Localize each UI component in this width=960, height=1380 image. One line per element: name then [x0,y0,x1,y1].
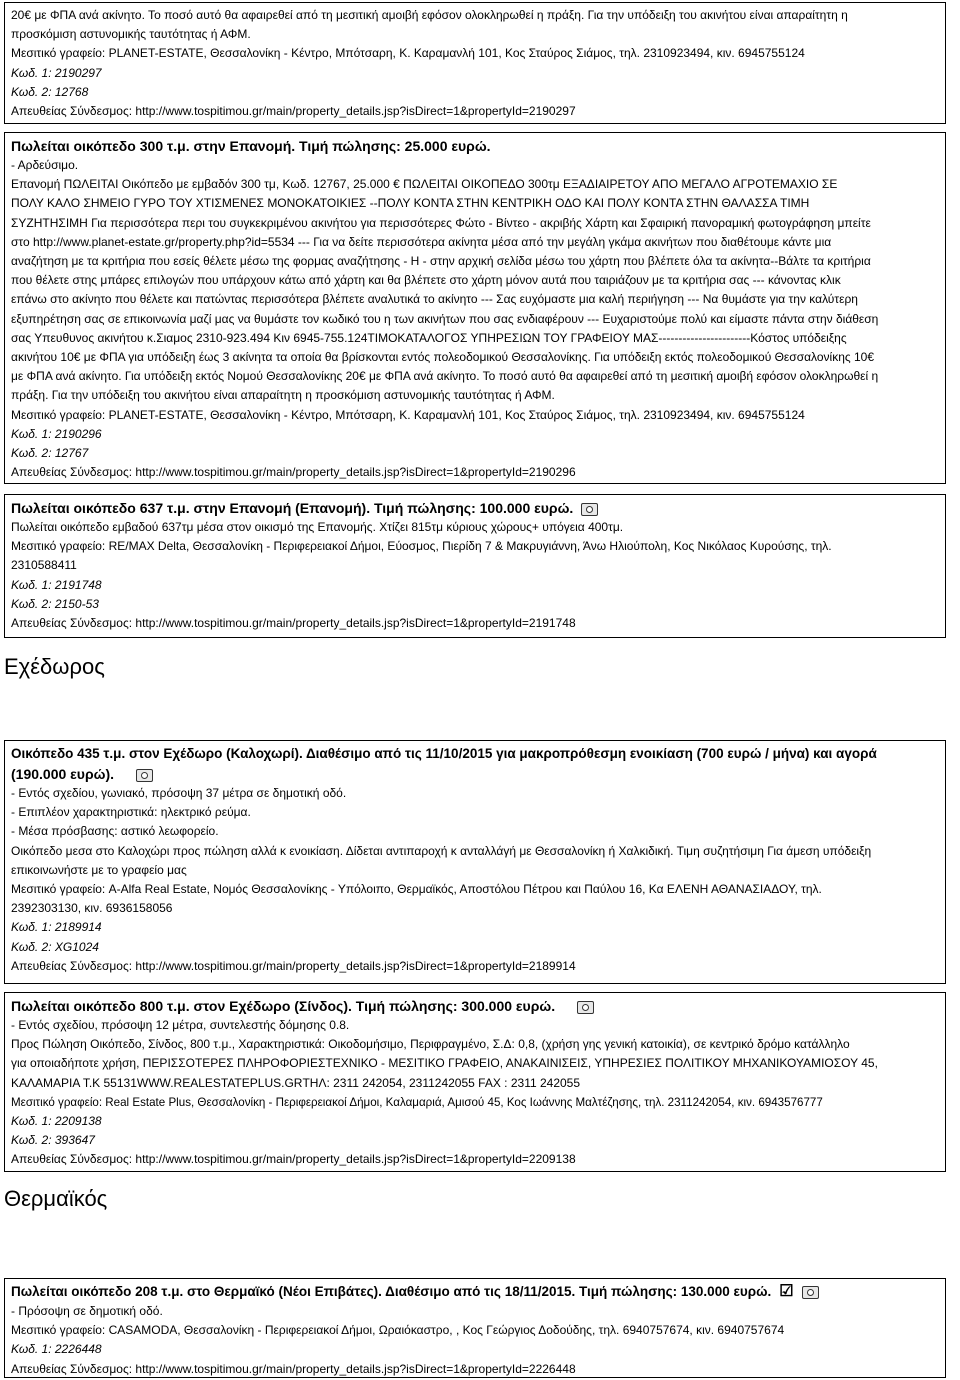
code-2: Κωδ. 2: 12768 [11,84,89,99]
direct-link[interactable]: Απευθείας Σύνδεσμος: http://www.tospitimou.gr/main/property_details.jsp?isDirect=1&propertyId=2226448 [11,1361,576,1376]
code-2: Κωδ. 2: 12767 [11,446,89,461]
code-2: Κωδ. 2: XG1024 [11,939,99,954]
section-heading-exedoros: Εχέδωρος [4,654,105,679]
text-line: ακινήτου 10€ με ΦΠΑ για υπόδειξη έως 3 ακίνητα τα οποία θα βρίσκονται εντός πολεοδομικού Θεσσαλονίκης. Για υπόδειξη εκτός πολεοδομικού Θεσσαλονίκης 10€ [11,350,875,365]
listing-card [4,992,946,1172]
direct-link[interactable]: Απευθείας Σύνδεσμος: http://www.tospitimou.gr/main/property_details.jsp?isDirect=1&propertyId=2209138 [11,1152,576,1167]
listing-title[interactable] [11,1282,939,1302]
text-line: εξυπηρέτηση σας σε επικοινωνία μαζί μας να θυμάστε τον κωδικό του η των ακινήτων που σας ενδιαφέρουν --- Ευχαριστούμε πολύ και είμαστε πάντα στην διάθεση [11,311,879,326]
listing-title-text: Πωλείται οικόπεδο 800 τ.μ. στον Εχέδωρο (Σίνδος). Τιμή πώλησης: 300.000 ευρώ. [11,998,556,1014]
agency-line: Μεσιτικό γραφείο: RE/MAX Delta, Θεσσαλονίκη - Περιφερειακοί Δήμοι, Εύοσμος, Πιερίδη 7 & Μακρυγιάννη, Άνω Ηλιούπολη, Κος Νικόλαος Κυρούσης, τηλ. [11,539,832,554]
listing-title-text: Πωλείται οικόπεδο 208 τ.μ. στο Θερμαϊκό (Νέοι Επιβάτες). Διαθέσιμο από τις 18/11/2015. Τιμή πώλησης: 130.000 ευρώ. [11,1284,772,1299]
direct-link[interactable]: Απευθείας Σύνδεσμος: http://www.tospitimou.gr/main/property_details.jsp?isDirect=1&propertyId=2190297 [11,104,576,119]
listing-card [4,1278,946,1378]
direct-link[interactable]: Απευθείας Σύνδεσμος: http://www.tospitimou.gr/main/property_details.jsp?isDirect=1&propertyId=2191748 [11,616,576,631]
listing-title-text: Πωλείται οικόπεδο 637 τ.μ. στην Επανομή (Επανομή). Τιμή πώλησης: 100.000 ευρώ. [11,500,574,516]
text-line: ΚΑΛΑΜΑΡΙΑ Τ.Κ 55131WWW.REALESTATEPLUS.GRΤΗΛ: 2311 242054, 2311242055 FAX : 2311 242055 [11,1075,581,1090]
listing-title[interactable]: Πωλείται οικόπεδο 300 τ.μ. στην Επανομή. Τιμή πώλησης: 25.000 ευρώ. [11,138,491,154]
code-1: Κωδ. 1: 2226448 [11,1342,102,1357]
listing-card [4,494,946,638]
text-line: πράξη. Για την υπόδειξη του ακινήτου είναι απαραίτητη η προσκόμιση αστυνομικής ταυτότητας ή ΑΦΜ. [11,388,555,403]
agency-line: Μεσιτικό γραφείο: PLANET-ESTATE, Θεσσαλονίκη - Κέντρο, Μπότσαρη, Κ. Καραμανλή 101, Κος Σταύρος Σιάμος, τηλ. 2310923494, κιν. 6945755124 [11,407,805,422]
text-line: με ΦΠΑ ανά ακίνητο. Για υπόδειξη εκτός Νομού Θεσσαλονίκης 20€ με ΦΠΑ ανά ακίνητο. Το ποσό αυτό θα αφαιρεθεί από τη μεσιτική αμοιβή εφόσον ολοκληρωθεί η [11,369,879,384]
text-line: - Μέσα πρόσβασης: αστικό λεωφορείο. [11,824,219,839]
agency-line: Μεσιτικό γραφείο: Real Estate Plus, Θεσσαλονίκη - Περιφερειακοί Δήμοι, Καλαμαριά, Αμισού 45, Κος Ιωάννης Μαλτέζησης, τηλ. 2311242054, κιν. 6943576777 [11,1095,823,1109]
text-line: ΠΟΛΥ ΚΑΛΟ ΣΗΜΕΙΟ ΓΥΡΟ ΤΟΥ ΧΤΙΣΜΕΝΕΣ ΜΟΝΟΚΑΤΟΙΚΙΕΣ --ΠΟΛΥ ΚΟΝΤΑ ΣΤΗΝ ΚΕΝΤΡΙΚΗ ΟΔΟ ΚΑΙ ΠΟΛΥ ΚΟΝΤΑ ΣΤΗΝ ΘΑΛΑΣΣΑ ΤΙΜΗ [11,196,810,211]
code-1: Κωδ. 1: 2190296 [11,426,102,441]
text-line: Επανομή ΠΩΛΕΙΤΑΙ Οικόπεδο με εμβαδόν 300 τμ, Κωδ. 12767, 25.000 € ΠΩΛΕΙΤΑΙ ΟΙΚΟΠΕΔΟ 300τμ ΕΞΑΔΙΑΙΡΕΤΟΥ ΑΠΟ ΜΕΓΑΛΟ ΑΓΡΟΤΕΜΑΧΙΟ ΣΕ [11,177,838,192]
text-line: 2310588411 [11,558,77,573]
checkmark-icon: ☑ [779,1283,794,1301]
code-1: Κωδ. 1: 2190297 [11,65,102,80]
text-line: - Εντός σχεδίου, γωνιακό, πρόσοψη 37 μέτρα σε δημοτική οδό. [11,786,347,800]
listing-title[interactable] [11,996,939,1016]
agency-line: Μεσιτικό γραφείο: PLANET-ESTATE, Θεσσαλονίκη - Κέντρο, Μπότσαρη, Κ. Καραμανλή 101, Κος Σταύρος Σιάμος, τηλ. 2310923494, κιν. 6945755124 [11,46,805,61]
text-line: σας Υπευθυνος ακινήτου κ.Σιαμος 2310-923.494 Κιν 6945-755.124ΤΙΜΟΚΑΤΑΛΟΓΟΣ ΥΠΗΡΕΣΙΩΝ ΤΟΥ ΓΡΑΦΕΙΟΥ ΜΑΣ-----------------------Κόστος υπόδειξης [11,330,847,345]
code-1: Κωδ. 1: 2191748 [11,577,102,592]
direct-link[interactable]: Απευθείας Σύνδεσμος: http://www.tospitimou.gr/main/property_details.jsp?isDirect=1&propertyId=2189914 [11,958,576,973]
text-line: - Πρόσοψη σε δημοτική οδό. [11,1304,163,1318]
text-line: 2392303130, κιν. 6936158056 [11,901,173,916]
camera-icon[interactable] [136,769,153,782]
camera-icon[interactable] [802,1286,819,1299]
listing-title[interactable] [11,498,939,518]
listing-title-text: (190.000 ευρώ). [11,766,114,782]
text-line: αναζήτηση με τα κριτήρια που εσείς θέλετε μέσω της φορμας αναζήτησης - Η - στην αρχική σελίδα μέσω του χάρτη που βλέπετε όλα τα ακίνητα--Βάλτε τα κριτήρια [11,254,871,269]
text-line: - Εντός σχεδίου, πρόσοψη 12 μέτρα, συντελεστής δόμησης 0.8. [11,1018,350,1032]
listing-title[interactable] [11,764,939,784]
section-heading-thermaikos: Θερμαϊκός [4,1186,108,1211]
text-line: - Επιπλέον χαρακτηριστικά: ηλεκτρικό ρεύμα. [11,805,251,820]
camera-icon[interactable] [581,503,598,516]
code-1: Κωδ. 1: 2209138 [11,1114,102,1129]
text-line: Οικόπεδο μεσα στο Καλοχώρι προς πώληση αλλά κ ενοικίαση. Δίδεται αντιπαροχή κ ανταλλάγή με Θεσσαλονίκη ή Χαλκιδική. Τιμη συζητήσιμη Για άμεση υπόδειξη [11,843,872,858]
text-line: που θέλετε στης μπάρες επιλογών που υπάρχουν κάτω από χάρτη και θα βλέπετε στο χάρτη μόνον αυτά που ταιριάζουν με τα κριτήρια σας --- κάνοντας κλικ [11,273,841,288]
text-line: για οποιαδήποτε χρήση, ΠΕΡΙΣΣΟΤΕΡΕΣ ΠΛΗΡΟΦΟΡΙΕΣΤΕΧΝΙΚΟ - ΜΕΣΙΤΙΚΟ ΓΡΑΦΕΙΟ, ΑΝΑΚΑΙΝΙΣΕΙΣ, ΥΠΗΡΕΣΙΕΣ ΠΟΛΙΤΙΚΟΥ ΜΗΧΑΝΙΚΟΥΑΜΙΟΣΟΥ 45, [11,1056,878,1071]
text-line: Προς Πώληση Οικόπεδο, Σίνδος, 800 τ.μ., Χαρακτηριστικά: Οικοδομήσιμο, Περιφραγμένο, Σ.Δ: 0,8, (χρήση γης γενική κατοικία), σε κεντρικό δρόμο κατάλληλο [11,1037,850,1052]
code-2: Κωδ. 2: 393647 [11,1133,95,1148]
agency-line: Μεσιτικό γραφείο: CASAMODA, Θεσσαλονίκη - Περιφερειακοί Δήμοι, Ωραιόκαστρο, , Κος Γεώργιος Δοδούδης, τηλ. 6940757674, κιν. 6940757674 [11,1323,785,1338]
text-line: ΣΥΖΗΤΗΣΙΜΗ Για περισσότερα περι του συγκεκριμένου ακινήτου για περισσότερες Φώτο - Βίντεο - ακριβής Χάρτη και Σφαιρική πανοραμική φωτογράφηση μπείτε [11,215,871,230]
camera-icon[interactable] [577,1001,594,1014]
text-line: 20€ με ΦΠΑ ανά ακίνητο. Το ποσό αυτό θα αφαιρεθεί από τη μεσιτική αμοιβή εφόσον ολοκληρωθεί η πράξη. Για την υπόδειξη του ακινήτου είναι απαραίτητη η [11,8,848,22]
listing-card [4,740,946,984]
text-line: Πωλείται οικόπεδο εμβαδού 637τμ μέσα στον οικισμό της Επανομής. Χτίζει 815τμ κύριους χώρους+ υπόγεια 400τμ. [11,520,624,534]
listing-card [4,132,946,484]
code-1: Κωδ. 1: 2189914 [11,920,102,935]
code-2: Κωδ. 2: 2150-53 [11,596,99,611]
listing-title-line1[interactable]: Οικόπεδο 435 τ.μ. στον Εχέδωρο (Καλοχωρί). Διαθέσιμο από τις 11/10/2015 για μακροπρόθεσμη ενοικίαση (700 ευρώ / μήνα) και αγορά [11,746,877,761]
text-line: επικοινωνήστε με το γραφείο μας [11,862,187,877]
text-line: προσκόμιση αστυνομικής ταυτότητας ή ΑΦΜ. [11,27,251,42]
agency-line: Μεσιτικό γραφείο: A-Alfa Real Estate, Νομός Θεσσαλονίκης - Υπόλοιπο, Θερμαϊκός, Αποστόλου Πέτρου και Παύλου 16, Κα ΕΛΕΝΗ ΑΘΑΝΑΣΙΑΔΟΥ, τηλ. [11,882,822,897]
text-line: στο http://www.planet-estate.gr/property.php?id=5534 --- Για να δείτε περισσότερα ακίνητα μέσα από την μεγάλη γκάμα ακινήτων που διαθέτουμε κάντε μια [11,234,832,249]
text-line: - Αρδεύσιμο. [11,158,79,172]
text-line: επάνω στο ακίνητο που θέλετε και πατώντας περισσότερα βλέπετε αναλυτικά το ακίνητο --- Σας ευχόμαστε μια καλή περιήγηση --- Να θυμάστε για την καλύτερη [11,292,858,307]
direct-link[interactable]: Απευθείας Σύνδεσμος: http://www.tospitimou.gr/main/property_details.jsp?isDirect=1&propertyId=2190296 [11,465,576,480]
listing-top [4,2,946,124]
